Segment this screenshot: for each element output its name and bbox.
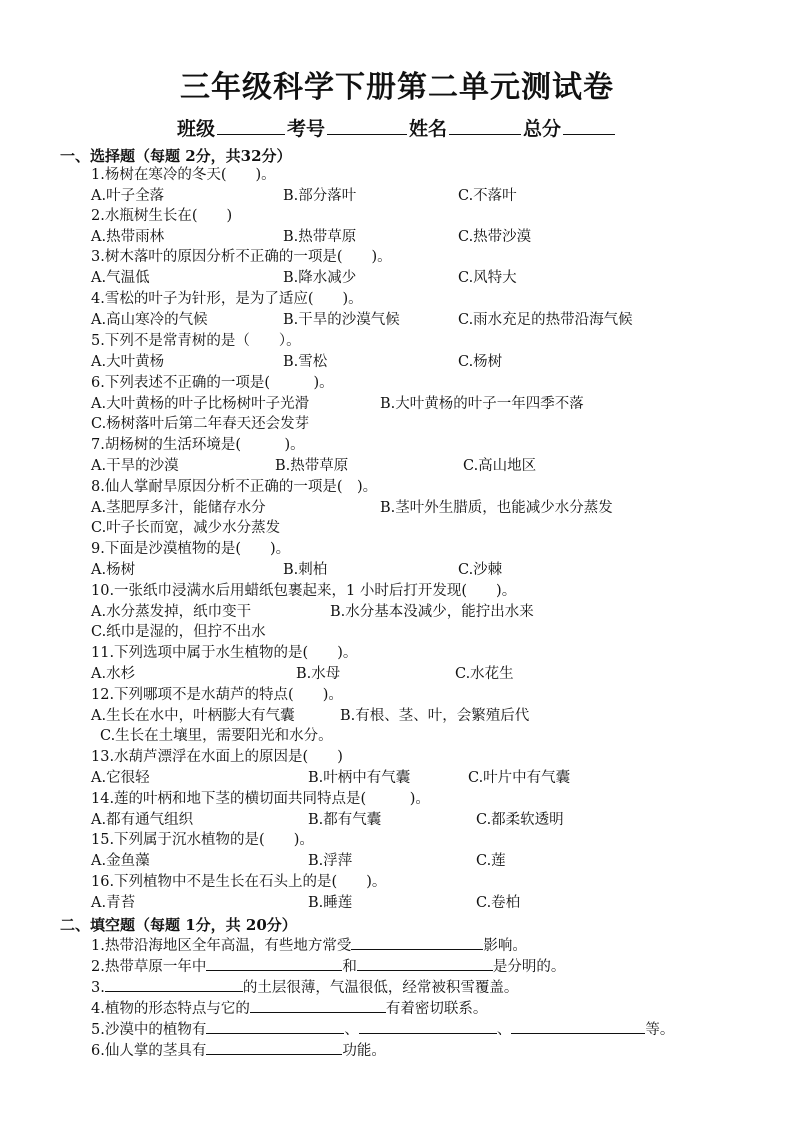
score-blank[interactable] bbox=[563, 116, 615, 135]
q8-option-c[interactable]: C.叶子长而宽，减少水分蒸发 bbox=[91, 520, 281, 536]
q6-option-c[interactable]: C.杨树落叶后第二年春天还会发芽 bbox=[91, 416, 310, 432]
question-11: 11.下列选项中属于水生植物的是( )。 bbox=[91, 645, 358, 661]
q15-option-a[interactable]: A.金鱼藻 bbox=[91, 853, 150, 869]
q13-option-c[interactable]: C.叶片中有气囊 bbox=[468, 770, 571, 786]
fill-5-text-a: 5.沙漠中的植物有 bbox=[91, 1022, 207, 1038]
section-2-heading: 二、填空题（每题 1分，共 20分） bbox=[60, 916, 297, 934]
fill-6-blank-1[interactable] bbox=[206, 1040, 342, 1055]
q4-option-a[interactable]: A.高山寒冷的气候 bbox=[91, 312, 208, 328]
fill-3-text-b: 的土层很薄，气温很低，经常被积雪覆盖。 bbox=[242, 980, 519, 996]
question-16: 16.下列植物中不是生长在石头上的是( )。 bbox=[91, 874, 387, 890]
fill-5-blank-3[interactable] bbox=[511, 1019, 645, 1034]
q15-option-c[interactable]: C.莲 bbox=[476, 853, 506, 869]
q6-option-a[interactable]: A.大叶黄杨的叶子比杨树叶子光滑 bbox=[91, 396, 310, 412]
fill-1-text-b: 影响。 bbox=[483, 938, 527, 954]
fill-2-blank-1[interactable] bbox=[206, 956, 342, 971]
question-10: 10.一张纸巾浸满水后用蜡纸包裹起来，1 小时后打开发现( )。 bbox=[91, 583, 517, 599]
fill-1-blank-1[interactable] bbox=[351, 935, 483, 950]
fill-4-blank-1[interactable] bbox=[250, 998, 386, 1013]
fill-item-6 bbox=[91, 1040, 386, 1061]
q12-option-a[interactable]: A.生长在水中，叶柄膨大有气囊 bbox=[91, 708, 295, 724]
fill-1-text-a: 1.热带沿海地区全年高温，有些地方常受 bbox=[91, 938, 352, 954]
q9-option-a[interactable]: A.杨树 bbox=[91, 562, 136, 578]
question-13: 13.水葫芦漂浮在水面上的原因是( ) bbox=[91, 749, 343, 765]
q5-option-c[interactable]: C.杨树 bbox=[458, 354, 503, 370]
fill-5-text-c: 、 bbox=[496, 1022, 512, 1038]
fill-item-3 bbox=[91, 977, 518, 998]
question-9: 9.下面是沙漠植物的是( )。 bbox=[91, 541, 291, 557]
page-title: 三年级科学下册第二单元测试卷 bbox=[180, 70, 614, 105]
q4-option-c[interactable]: C.雨水充足的热带沿海气候 bbox=[458, 312, 633, 328]
question-2: 2.水瓶树生长在( ) bbox=[91, 208, 233, 224]
q10-option-b[interactable]: B.水分基本没减少，能拧出水来 bbox=[330, 604, 534, 620]
fill-2-text-c: 是分明的。 bbox=[492, 959, 566, 975]
question-7: 7.胡杨树的生活环境是( )。 bbox=[91, 437, 305, 453]
q1-option-a[interactable]: A.叶子全落 bbox=[91, 188, 165, 204]
q11-option-b[interactable]: B.水母 bbox=[296, 666, 341, 682]
fill-5-blank-2[interactable] bbox=[359, 1019, 497, 1034]
question-15: 15.下列属于沉水植物的是( )。 bbox=[91, 832, 314, 848]
question-6: 6.下列表述不正确的一项是( )。 bbox=[91, 375, 334, 391]
fill-4-text-b: 有着密切联系。 bbox=[385, 1001, 488, 1017]
question-8: 8.仙人掌耐旱原因分析不正确的一项是( )。 bbox=[91, 479, 378, 495]
q14-option-b[interactable]: B.都有气囊 bbox=[308, 812, 382, 828]
score-label: 总分 bbox=[523, 118, 562, 140]
fill-2-blank-2[interactable] bbox=[357, 956, 493, 971]
exam-no-blank[interactable] bbox=[327, 116, 407, 135]
question-1: 1.杨树在寒冷的冬天( )。 bbox=[91, 167, 276, 183]
q1-option-b[interactable]: B.部分落叶 bbox=[283, 188, 357, 204]
q10-option-c[interactable]: C.纸巾是湿的，但拧不出水 bbox=[91, 624, 266, 640]
class-blank[interactable] bbox=[217, 116, 285, 135]
class-label: 班级 bbox=[176, 118, 215, 140]
question-4: 4.雪松的叶子为针形，是为了适应( )。 bbox=[91, 291, 363, 307]
fill-5-text-d: 等。 bbox=[645, 1022, 675, 1038]
fill-5-text-b: 、 bbox=[344, 1022, 359, 1038]
exam-no-label: 考号 bbox=[286, 118, 325, 140]
q1-option-c[interactable]: C.不落叶 bbox=[458, 188, 517, 204]
q9-option-b[interactable]: B.刺柏 bbox=[283, 562, 328, 578]
fill-3-blank-1[interactable] bbox=[105, 977, 243, 992]
q6-option-b[interactable]: B.大叶黄杨的叶子一年四季不落 bbox=[380, 396, 584, 412]
fill-3-text-a: 3. bbox=[91, 980, 105, 996]
q2-option-c[interactable]: C.热带沙漠 bbox=[458, 229, 532, 245]
q8-option-b[interactable]: B.茎叶外生腊质，也能减少水分蒸发 bbox=[380, 500, 613, 516]
q14-option-c[interactable]: C.都柔软透明 bbox=[476, 812, 564, 828]
q3-option-b[interactable]: B.降水减少 bbox=[283, 270, 357, 286]
q15-option-b[interactable]: B.浮萍 bbox=[308, 853, 353, 869]
fill-6-text-b: 功能。 bbox=[342, 1043, 386, 1059]
fill-2-text-b: 和 bbox=[342, 959, 357, 975]
question-5: 5.下列不是常青树的是（ ）。 bbox=[91, 333, 301, 349]
fill-item-2 bbox=[91, 956, 565, 977]
q4-option-b[interactable]: B.干旱的沙漠气候 bbox=[283, 312, 400, 328]
q16-option-b[interactable]: B.睡莲 bbox=[308, 895, 353, 911]
q2-option-b[interactable]: B.热带草原 bbox=[283, 229, 357, 245]
q7-option-c[interactable]: C.高山地区 bbox=[463, 458, 537, 474]
fill-5-blank-1[interactable] bbox=[206, 1019, 344, 1034]
q12-option-b[interactable]: B.有根、茎、叶，会繁殖后代 bbox=[340, 708, 530, 724]
fill-2-text-a: 2.热带草原一年中 bbox=[91, 959, 207, 975]
q2-option-a[interactable]: A.热带雨林 bbox=[91, 229, 165, 245]
q16-option-a[interactable]: A.青苔 bbox=[91, 895, 136, 911]
q5-option-b[interactable]: B.雪松 bbox=[283, 354, 328, 370]
q7-option-b[interactable]: B.热带草原 bbox=[275, 458, 349, 474]
q14-option-a[interactable]: A.都有通气组织 bbox=[91, 812, 194, 828]
fill-item-1 bbox=[91, 935, 527, 956]
fill-item-5 bbox=[91, 1019, 674, 1040]
question-14: 14.莲的叶柄和地下茎的横切面共同特点是( )。 bbox=[91, 791, 430, 807]
question-12: 12.下列哪项不是水葫芦的特点( )。 bbox=[91, 687, 343, 703]
student-info-line bbox=[0, 114, 794, 141]
q16-option-c[interactable]: C.卷柏 bbox=[476, 895, 521, 911]
q13-option-b[interactable]: B.叶柄中有气囊 bbox=[308, 770, 411, 786]
q3-option-c[interactable]: C.风特大 bbox=[458, 270, 517, 286]
name-blank[interactable] bbox=[449, 116, 521, 135]
q13-option-a[interactable]: A.它很轻 bbox=[91, 770, 150, 786]
section-1-heading: 一、选择题（每题 2分，共32分） bbox=[60, 147, 292, 165]
fill-item-4 bbox=[91, 998, 487, 1019]
q10-option-a[interactable]: A.水分蒸发掉，纸巾变干 bbox=[91, 604, 252, 620]
q3-option-a[interactable]: A.气温低 bbox=[91, 270, 150, 286]
q11-option-c[interactable]: C.水花生 bbox=[455, 666, 514, 682]
q8-option-a[interactable]: A.茎肥厚多汁，能储存水分 bbox=[91, 500, 266, 516]
q5-option-a[interactable]: A.大叶黄杨 bbox=[91, 354, 165, 370]
q9-option-c[interactable]: C.沙棘 bbox=[458, 562, 503, 578]
fill-4-text-a: 4.植物的形态特点与它的 bbox=[91, 1001, 250, 1017]
q11-option-a[interactable]: A.水杉 bbox=[91, 666, 136, 682]
q7-option-a[interactable]: A.干旱的沙漠 bbox=[91, 458, 179, 474]
fill-6-text-a: 6.仙人掌的茎具有 bbox=[91, 1043, 207, 1059]
q12-option-c[interactable]: C.生长在土壤里，需要阳光和水分。 bbox=[100, 728, 333, 744]
name-label: 姓名 bbox=[409, 118, 448, 140]
question-3: 3.树木落叶的原因分析不正确的一项是( )。 bbox=[91, 249, 392, 265]
